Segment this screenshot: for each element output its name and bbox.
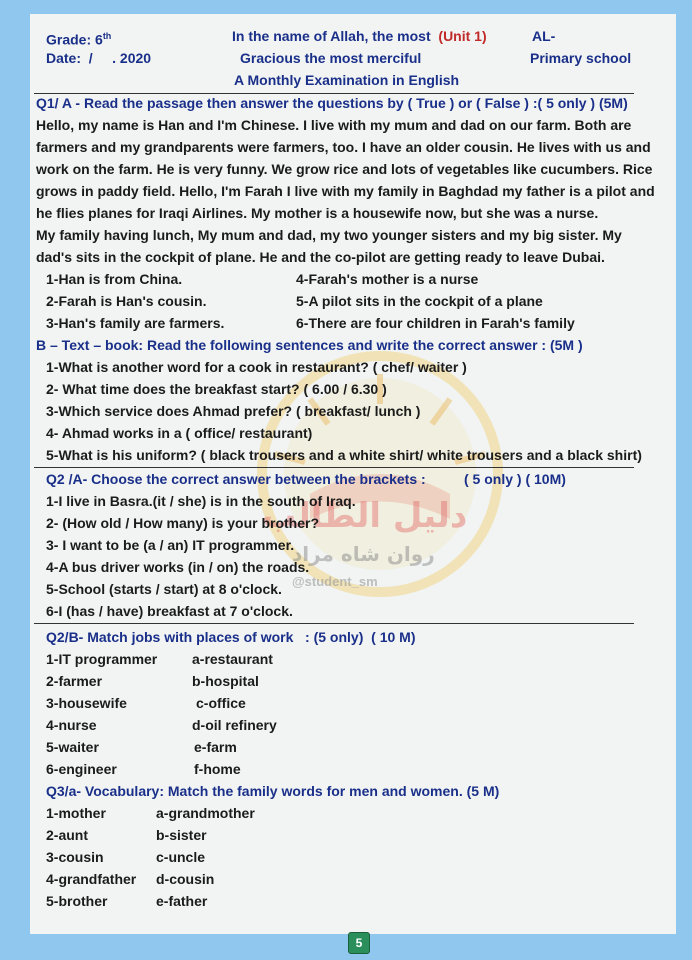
unit-label: (Unit 1) — [438, 28, 487, 44]
q3a-left-4: 4-grandfather — [46, 871, 137, 887]
school-line-1: AL- — [532, 28, 556, 44]
q1a-item-3: 3-Han's family are farmers. — [46, 315, 225, 331]
bismillah-line-2: Gracious the most merciful — [240, 50, 422, 66]
q3a-left-1: 1-mother — [46, 805, 106, 821]
q3a-title: Q3/a- Vocabulary: Match the family words for men and women. (5 M) — [46, 783, 500, 799]
q2b-right-5: e-farm — [194, 739, 237, 755]
passage-line-6: My family having lunch, My mum and dad, my two younger sisters and my big sister. My — [36, 227, 622, 243]
watermark-handle: @student_sm — [292, 574, 378, 589]
bismillah-text-1: In the name of Allah, the most — [232, 28, 431, 44]
exam-title: A Monthly Examination in English — [234, 72, 460, 88]
q3a-right-4: d-cousin — [156, 871, 215, 887]
q3a-right-1: a-grandmother — [156, 805, 255, 821]
q1a-item-4: 4-Farah's mother is a nurse — [296, 271, 479, 287]
q3a-right-2: b-sister — [156, 827, 207, 843]
q3a-left-2: 2-aunt — [46, 827, 88, 843]
q3a-left-5: 5-brother — [46, 893, 108, 909]
q3a-right-5: e-father — [156, 893, 208, 909]
q1a-item-1: 1-Han is from China. — [46, 271, 183, 287]
passage-line-3: work on the farm. He is very funny. We grow rice and lots of vegetables like cucumbers. Rice — [36, 161, 653, 177]
q2b-left-6: 6-engineer — [46, 761, 117, 777]
q2b-right-3: c-office — [196, 695, 246, 711]
exam-page — [30, 14, 676, 950]
q1b-item-2: 2- What time does the breakfast start? ( 6.00 / 6.30 ) — [46, 381, 387, 397]
q2a-item-5: 5-School (starts / start) at 8 o'clock. — [46, 581, 282, 597]
date-label: Date: / . 2020 — [46, 50, 152, 66]
q1a-item-6: 6-There are four children in Farah's family — [296, 315, 575, 331]
passage-line-1: Hello, my name is Han and I'm Chinese. I live with my mum and dad on our farm. Both are — [36, 117, 632, 133]
passage-line-4: grows in paddy field. Hello, I'm Farah I live with my family in Baghdad my father is a pilot and — [36, 183, 655, 199]
q2a-title: Q2 /A- Choose the correct answer between the brackets : — [46, 471, 426, 487]
q2a-item-4: 4-A bus driver works (in / on) the roads. — [46, 559, 310, 575]
q2b-right-4: d-oil refinery — [192, 717, 277, 733]
q2a-item-2: 2- (How old / How many) is your brother? — [46, 515, 320, 531]
grade-text: Grade: 6 — [46, 31, 103, 48]
q2a-divider — [34, 623, 634, 624]
grade-sup: th — [102, 31, 112, 41]
q1b-item-1: 1-What is another word for a cook in restaurant? ( chef/ waiter ) — [46, 359, 467, 375]
q2a-item-1: 1-I live in Basra.(it / she) is in the south of Iraq. — [46, 493, 356, 509]
q2b-right-6: f-home — [194, 761, 241, 777]
passage-line-7: dad's sits in the cockpit of plane. He and the co-pilot are getting ready to leave Dubai. — [36, 249, 605, 265]
q1a-item-5: 5-A pilot sits in the cockpit of a plane — [296, 293, 543, 309]
q1b-item-5: 5-What is his uniform? ( black trousers and a white shirt/ white trousers and a black shirt) — [46, 447, 642, 463]
watermark-arabic-title: دليل الطالب — [262, 496, 468, 536]
passage-line-5: he flies planes for Iraqi Airlines. My mother is a housewife now, but she was a nurse. — [36, 205, 599, 221]
school-line-2: Primary school — [530, 50, 632, 66]
q2b-title: Q2/B- Match jobs with places of work : (5 only) ( 10 M) — [46, 629, 416, 645]
q3a-right-3: c-uncle — [156, 849, 206, 865]
q2a-item-6: 6-I (has / have) breakfast at 7 o'clock. — [46, 603, 293, 619]
q2a-item-3: 3- I want to be (a / an) IT programmer. — [46, 537, 295, 553]
q2b-left-5: 5-waiter — [46, 739, 99, 755]
q2b-left-1: 1-IT programmer — [46, 651, 158, 667]
q2a-marks: ( 5 only ) ( 10M) — [464, 471, 566, 487]
q1a-title: Q1/ A - Read the passage then answer the questions by ( True ) or ( False ) :( 5 only ) (5M) — [36, 95, 628, 111]
q3a-left-3: 3-cousin — [46, 849, 104, 865]
q1b-item-3: 3-Which service does Ahmad prefer? ( breakfast/ lunch ) — [46, 403, 421, 419]
bismillah-line-1 — [232, 25, 487, 47]
watermark-arabic-name: روان شاه مراد — [292, 542, 435, 566]
q2b-left-4: 4-nurse — [46, 717, 97, 733]
passage-line-2: farmers and my grandparents were farmers, too. I have an older cousin. He lives with us and — [36, 139, 651, 155]
q1a-item-2: 2-Farah is Han's cousin. — [46, 293, 207, 309]
page-number-badge: 5 — [348, 932, 370, 954]
q1b-item-4: 4- Ahmad works in a ( office/ restaurant) — [46, 425, 313, 441]
q1b-title: B – Text – book: Read the following sentences and write the correct answer : (5M ) — [36, 337, 583, 353]
q2b-right-2: b-hospital — [192, 673, 259, 689]
q2b-left-2: 2-farmer — [46, 673, 103, 689]
q2b-left-3: 3-housewife — [46, 695, 127, 711]
q2b-right-1: a-restaurant — [192, 651, 273, 667]
